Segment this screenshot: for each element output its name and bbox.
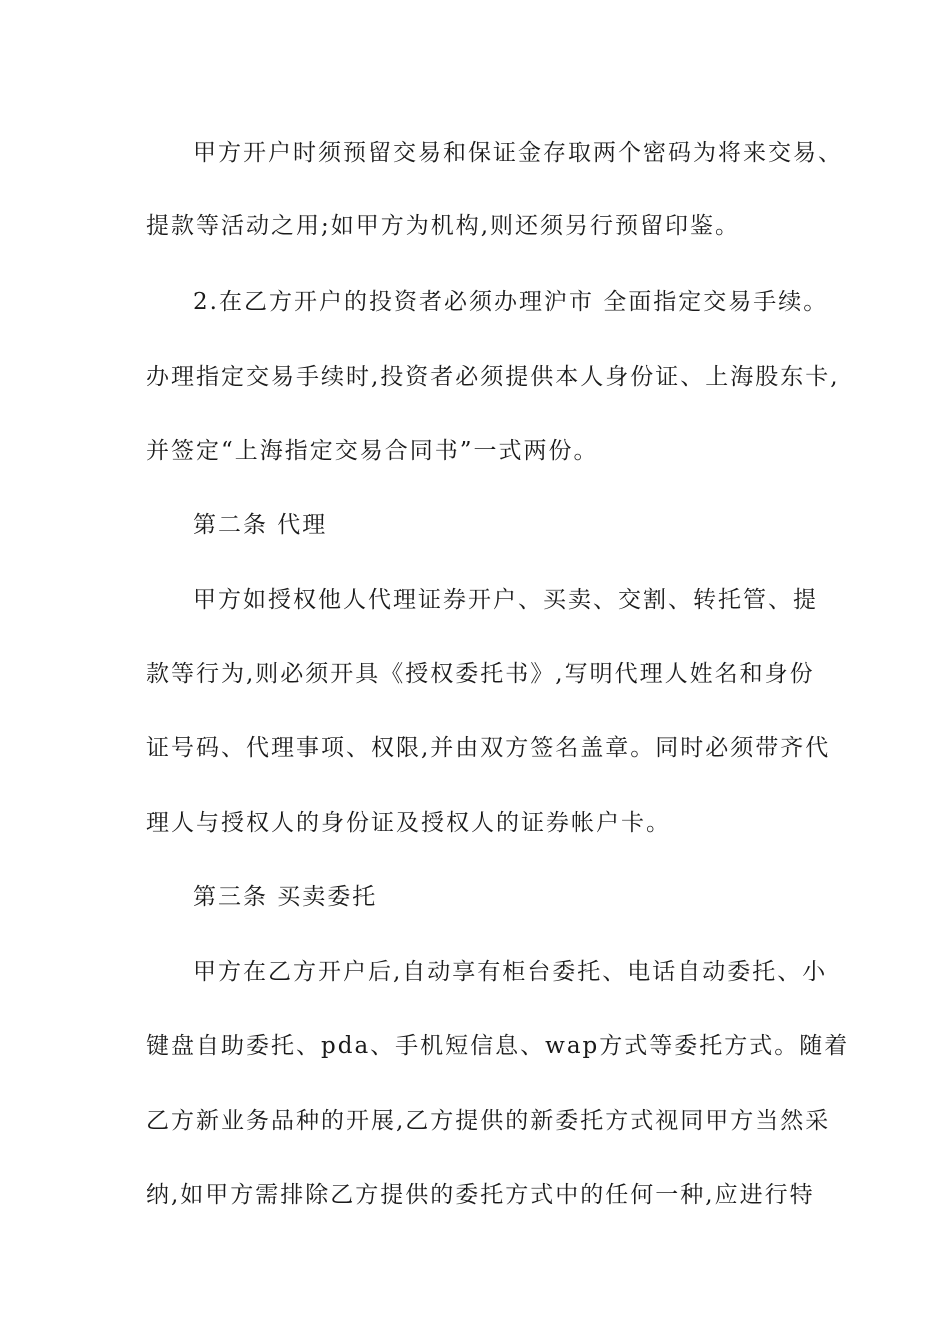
paragraph-line: 提款等活动之用;如甲方为机构,则还须另行预留印鉴。 — [146, 213, 741, 239]
paragraph-line: 甲方如授权他人代理证券开户、买卖、交割、转托管、提 — [193, 587, 818, 613]
paragraph-line: 乙方新业务品种的开展,乙方提供的新委托方式视同甲方当然采 — [146, 1108, 831, 1134]
section-heading: 第二条 代理 — [193, 512, 328, 538]
paragraph-line: 并签定“上海指定交易合同书”一式两份。 — [146, 438, 599, 464]
section-heading: 第三条 买卖委托 — [193, 884, 378, 910]
paragraph-line: 键盘自助委托、pda、手机短信息、wap方式等委托方式。随着 — [146, 1033, 850, 1059]
paragraph-line: 纳,如甲方需排除乙方提供的委托方式中的任何一种,应进行特 — [146, 1182, 815, 1208]
paragraph-line: 甲方在乙方开户后,自动享有柜台委托、电话自动委托、小 — [193, 959, 828, 985]
paragraph-line: 甲方开户时须预留交易和保证金存取两个密码为将来交易、 — [193, 140, 843, 166]
paragraph-line: 2.在乙方开户的投资者必须办理沪市 全面指定交易手续。 — [193, 289, 829, 315]
paragraph-line: 办理指定交易手续时,投资者必须提供本人身份证、上海股东卡, — [146, 364, 840, 390]
paragraph-line: 证号码、代理事项、权限,并由双方签名盖章。同时必须带齐代 — [146, 735, 831, 761]
paragraph-line: 理人与授权人的身份证及授权人的证券帐户卡。 — [146, 810, 671, 836]
paragraph-line: 款等行为,则必须开具《授权委托书》,写明代理人姓名和身份 — [146, 661, 815, 687]
